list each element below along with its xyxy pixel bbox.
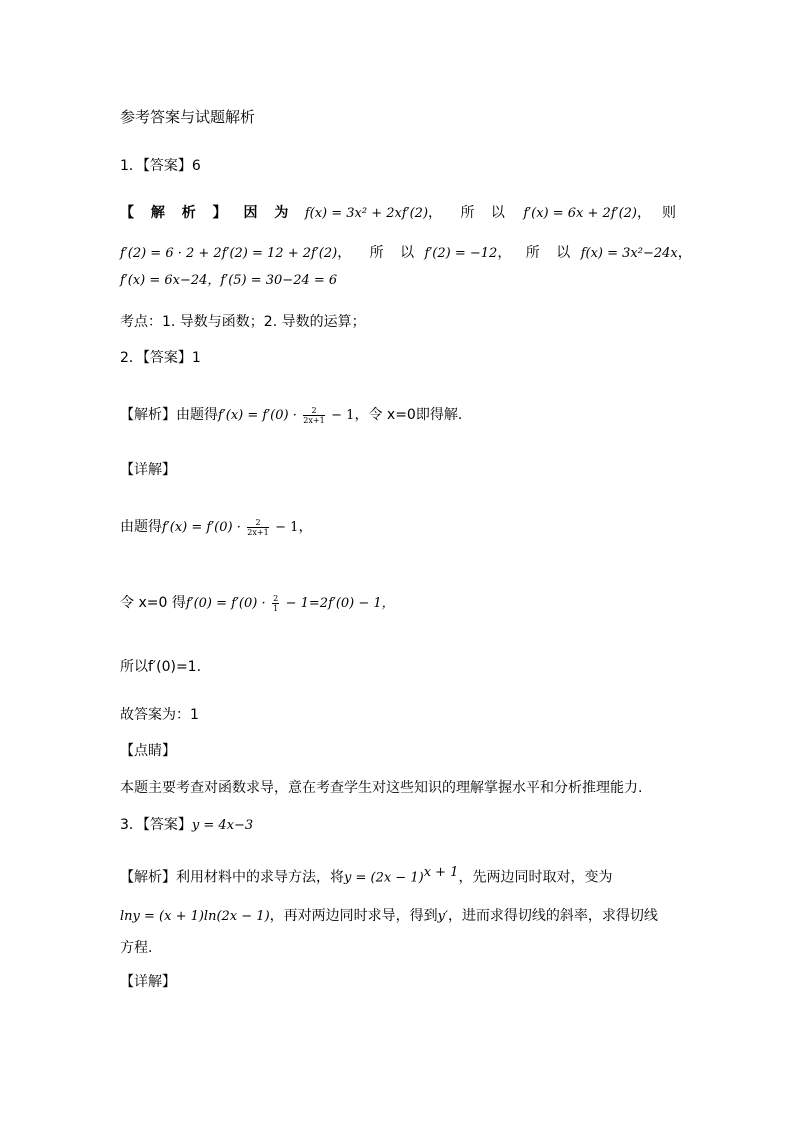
q2-step2 [120, 593, 395, 614]
text: ，进而求得切线的斜率，求得切线 [447, 908, 658, 924]
page-title: 参考答案与试题解析 [120, 108, 256, 126]
q3-analysis-line2 [120, 906, 658, 927]
formula: f′(x) = 6x + 2f′(2) [523, 206, 637, 221]
text: 3．【答案】 [120, 817, 192, 833]
frac-num: 2 [247, 518, 268, 528]
text: ，先两边同时取对，变为 [458, 869, 613, 886]
frac-den: 1 [273, 603, 279, 613]
q2-step1 [120, 517, 312, 538]
text: 由题得 [120, 519, 162, 535]
exponent: x + 1 [423, 865, 459, 880]
q3-analysis-line3: 方程. [120, 940, 153, 956]
q3-answer [120, 815, 253, 836]
formula: y = (2x − 1) [344, 870, 424, 886]
text: 所 以 [460, 205, 511, 221]
q2-analysis [120, 405, 462, 426]
formula: f(x) = 3x²−24x [580, 246, 678, 261]
formula: − 1=2f′(0) − 1， [285, 596, 395, 611]
text: ，再对两边同时求导，得到 [269, 908, 438, 924]
analysis-label: 【 解 析 】 因 为 [120, 205, 295, 221]
text: 令 x=0 得 [120, 595, 186, 611]
q1-analysis-line3: f′(x) = 6x−24，f′(5) = 30−24 = 6 [120, 273, 338, 288]
text: 所 以 [525, 245, 577, 261]
text: 【解析】由题得 [120, 407, 218, 423]
q1-analysis-line2: f′(2) = 6 · 2 + 2f′(2) = 12 + 2f′(2)， 所 以 f′(2) = −12， 所 以 f(x) = 3x²−24x， [120, 245, 692, 261]
frac-den: 2x+1 [247, 527, 269, 537]
fraction [303, 406, 324, 425]
q1-analysis-line1: 【 解 析 】 因 为 f(x) = 3x² + 2xf′(2)， 所 以 f′(x) = 6x + 2f′(2)， 则 [120, 205, 676, 221]
q3-analysis-line1 [120, 863, 612, 889]
text: ， [298, 519, 313, 535]
q2-comment: 本题主要考查对函数求导，意在考查学生对这些知识的理解掌握水平和分析推理能力. [120, 780, 643, 796]
text: 所 以 [369, 245, 421, 261]
formula: f′(x) = f′(0) · [218, 408, 297, 423]
q3-detail-label: 【详解】 [120, 974, 176, 990]
fraction [272, 594, 279, 613]
q1-kaodian: 考点：1. 导数与函数；2. 导数的运算； [120, 314, 366, 330]
formula: f′(2) = −12 [424, 246, 498, 261]
formula: f′(2) = 6 · 2 + 2f′(2) = 12 + 2f′(2) [120, 246, 338, 261]
formula: lny = (x + 1)ln(2x − 1) [120, 909, 270, 924]
text: 则 [662, 205, 676, 221]
formula: − 1 [331, 408, 355, 423]
q2-answer: 2．【答案】1 [120, 350, 201, 366]
text: 【解析】利用材料中的求导方法，将 [120, 869, 344, 886]
formula: f′(0) = f′(0) · [185, 596, 266, 611]
q2-step3: 所以f′(0)=1. [120, 659, 202, 675]
q2-detail-label: 【详解】 [120, 462, 176, 478]
q2-final-answer: 故答案为：1 [120, 707, 199, 723]
frac-num: 2 [273, 593, 279, 603]
frac-num: 2 [303, 406, 324, 416]
text: ，令 x=0即得解. [354, 407, 463, 423]
q1-answer: 1．【答案】6 [120, 158, 201, 174]
formula: f(x) = 3x² + 2xf′(2) [304, 206, 429, 221]
formula: y = 4x−3 [191, 818, 254, 833]
fraction [247, 518, 268, 537]
formula: f′(x) = f′(0) · [162, 520, 241, 535]
formula: y′ [437, 909, 448, 924]
formula: − 1 [275, 520, 299, 535]
frac-den: 2x+1 [303, 415, 325, 425]
q2-comment-label: 【点睛】 [120, 743, 176, 759]
